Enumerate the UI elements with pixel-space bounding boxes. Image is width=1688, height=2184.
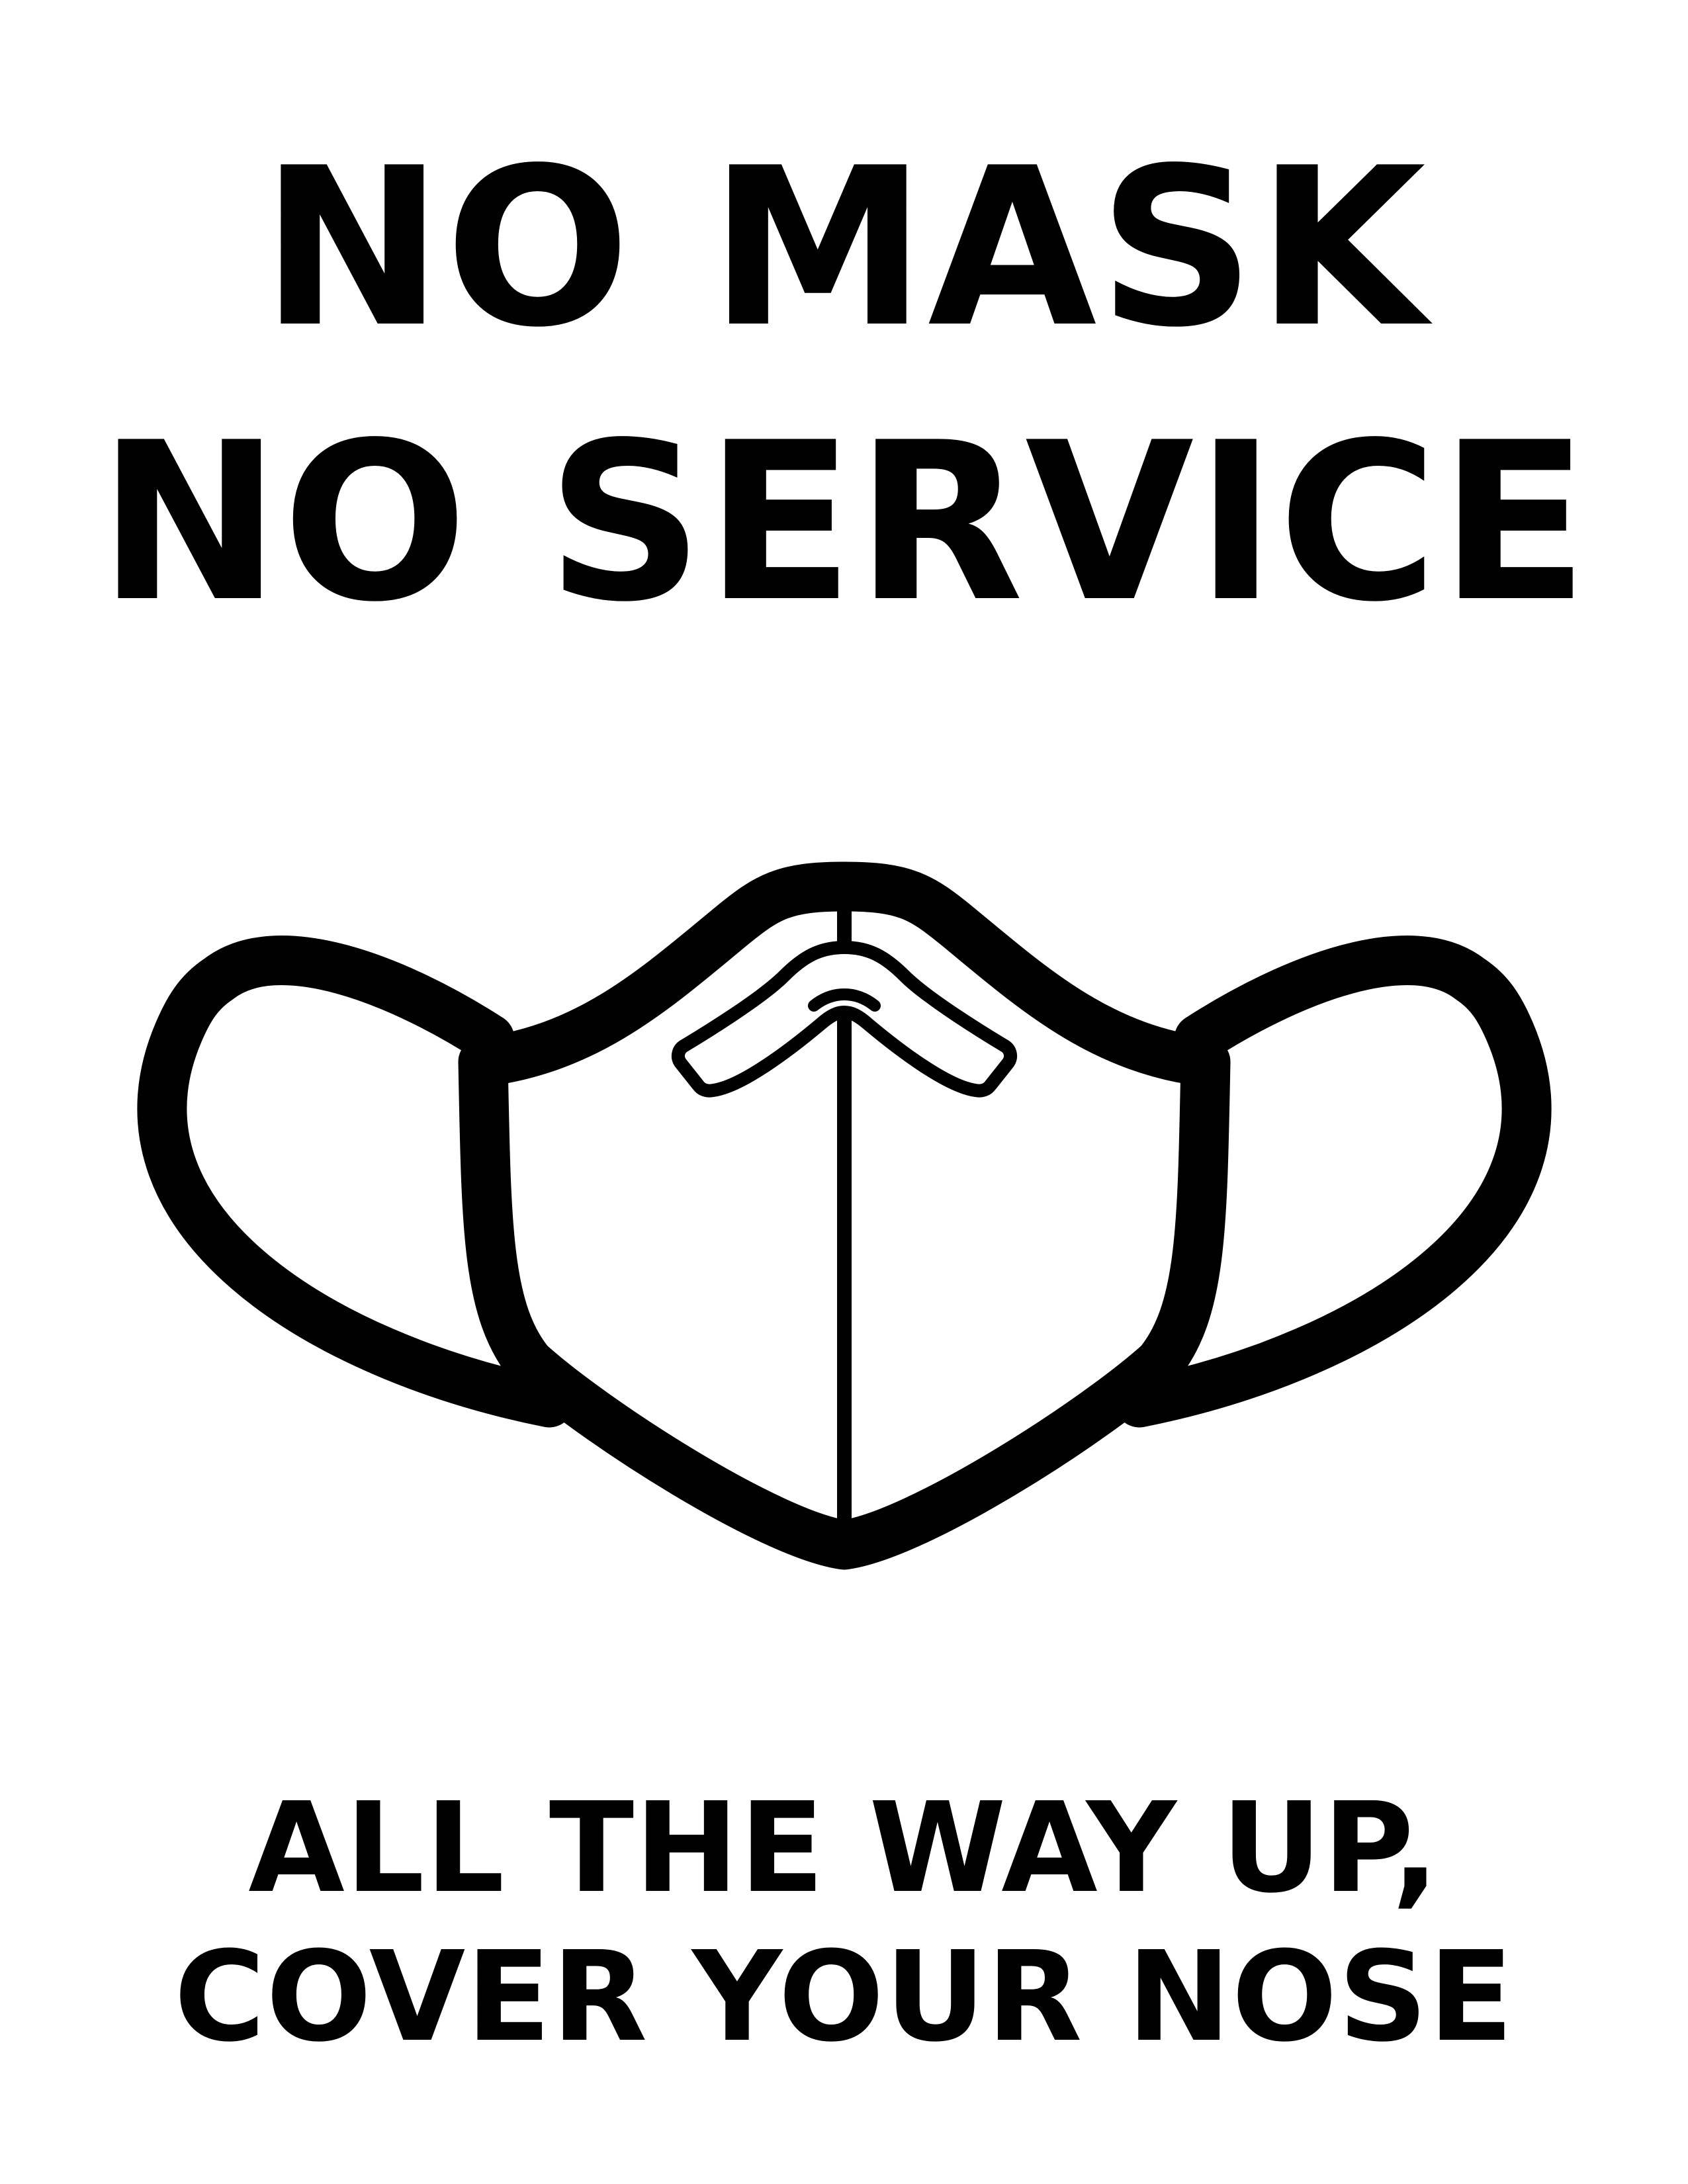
- subtitle-cover-your-nose: COVER YOUR NOSE: [174, 1925, 1514, 2070]
- right-ear-loop: [1139, 960, 1527, 1403]
- left-ear-loop: [162, 960, 549, 1403]
- subtitle-all-the-way-up: ALL THE WAY UP,: [248, 1776, 1440, 1921]
- title-no-mask: NO MASK: [261, 121, 1427, 375]
- nose-wire-outer: [678, 947, 1010, 1091]
- title-no-service: NO SERVICE: [98, 396, 1590, 650]
- nose-wire-inner: [814, 994, 875, 1006]
- mask-body-outline: [483, 887, 1206, 1545]
